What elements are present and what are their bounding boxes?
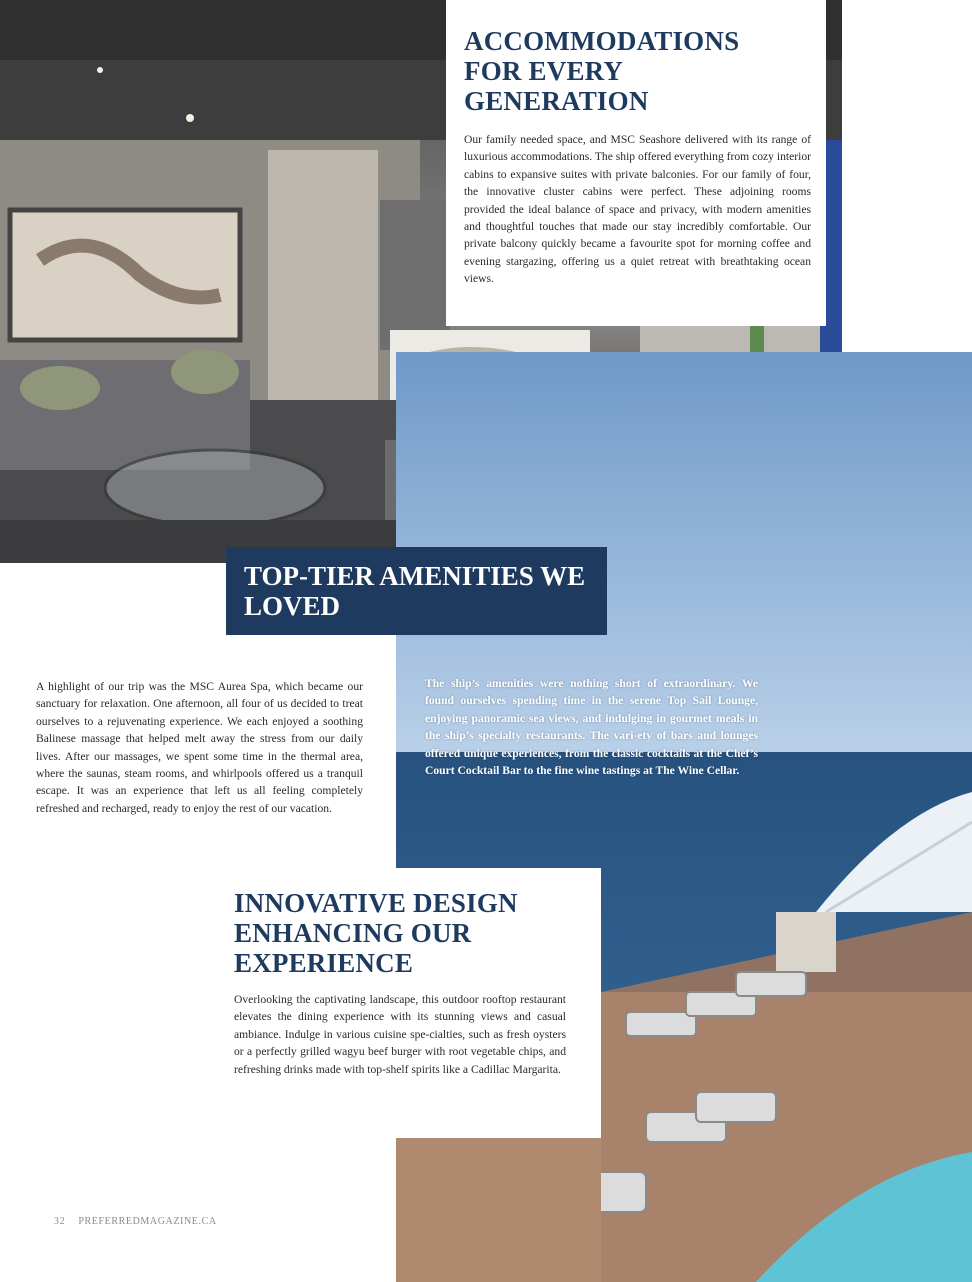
design-heading: INNOVATIVE DESIGN ENHANCING OUR EXPERIENCE [234,888,518,978]
amenities-heading: TOP-TIER AMENITIES WE LOVED [244,561,586,621]
spa-body-text: A highlight of our trip was the MSC Aurea Spa, which became our sanctuary for relaxation. One afternoon, all four of us decided to treat ourselves to a rejuvenating experience. We each enjoyed a soothing Balinese massage that helped melt away the stress from our daily lives. After our massages, we spent some time in the thermal area, where the saunas, steam rooms, and whirlpools offered us a tranquil escape. It was an experience that left us all feeling completely refreshed and recharged, ready to enjoy the rest of our vacation. [36,680,363,815]
site-url: PREFERREDMAGAZINE.CA [78,1216,217,1227]
design-body-text: Overlooking the captivating landscape, this outdoor rooftop restaurant elevates the dining experience with its stunning views and casual ambiance. Indulge in various cuisine spe-cialties, such as fresh oysters or a perfectly grilled wagyu beef burger with root vegetable chips, and refreshing drinks made with top-shelf spirits like a Cadillac Margarita. [234,993,566,1076]
page-footer [54,1216,227,1227]
amenities-body-text: The ship’s amenities were nothing short of extraordinary. We found ourselves spending time in the serene Top Sail Lounge, enjoying panoramic sea views, and indulging in gourmet meals in the ship’s specialty restaurants. The vari-ety of bars and lounges offered unique experiences, from the classic cocktails at the Chef’s Court Cocktail Bar to the fine wine tastings at The Wine Cellar. [425,677,758,778]
accommodations-heading: ACCOMMODATIONS FOR EVERY GENERATION [464,26,740,116]
page-number: 32 [54,1216,66,1227]
deck-illustration [396,352,972,1282]
accommodations-body: Our family needed space, and MSC Seashore delivered with its range of luxurious accommodations. The ship offered everything from cozy interior cabins to expansive suites with private balconies. For our family of four, the innovative cluster cabins were perfect. These adjoining rooms provided the ideal balance of space and privacy, with modern amenities and thoughtful touches that made our stay incredibly comfortable. Our private balcony quickly became a favourite spot for morning coffee and evening stargazing, offering us a quiet retreat with breathtaking ocean views. [464,133,811,286]
ship-deck-photo [396,352,972,1282]
